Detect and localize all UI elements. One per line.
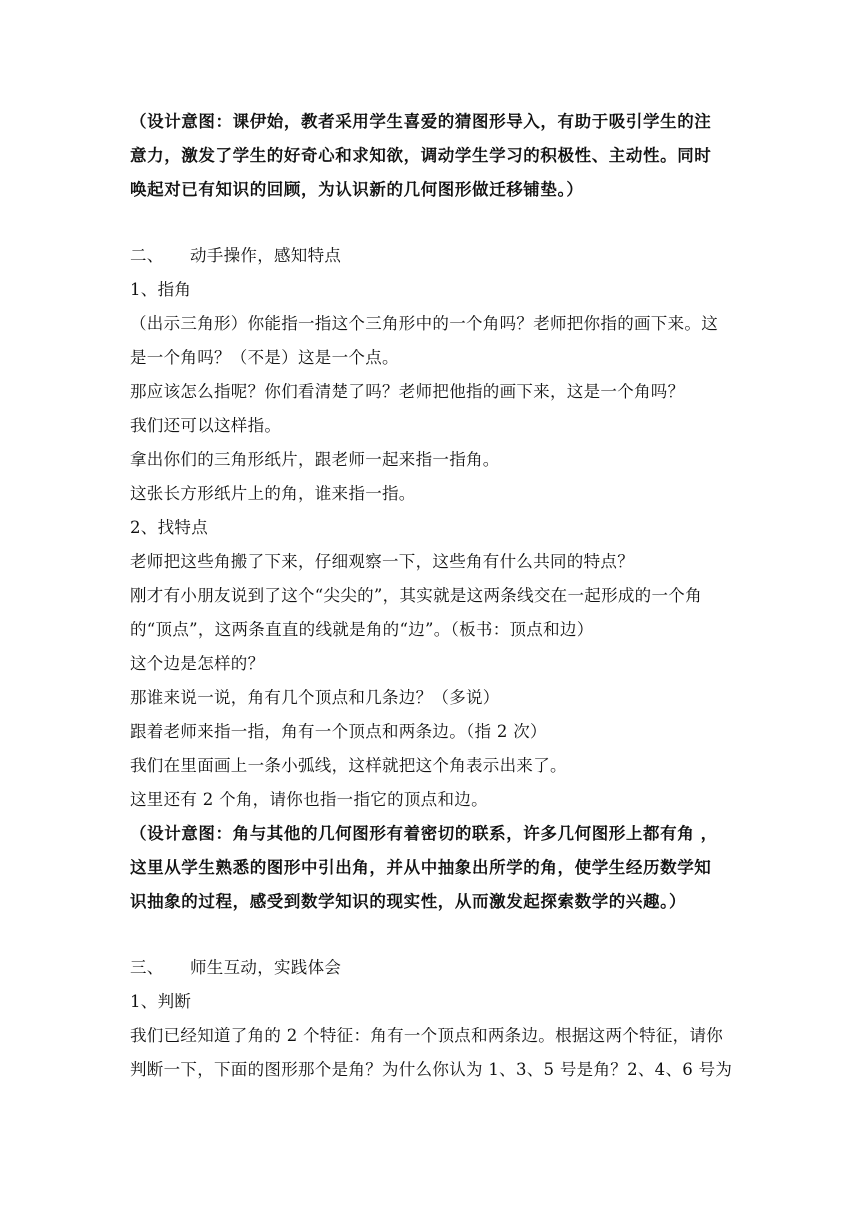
paragraph-line: 那应该怎么指呢？你们看清楚了吗？老师把他指的画下来，这是一个角吗？	[130, 382, 685, 401]
subsection-title: 1、指角	[130, 280, 192, 299]
paragraph-line: 我们在里面画上一条小弧线，这样就把这个角表示出来了。	[130, 756, 567, 775]
paragraph-line: 这个边是怎样的？	[130, 654, 265, 673]
section-3-title: 师生互动，实践体会	[190, 958, 342, 977]
subsection-title: 1、判断	[130, 992, 192, 1011]
section-2-number: 二、	[130, 246, 164, 265]
design-note-2-line: 这里从学生熟悉的图形中引出角，并从中抽象出所学的角，使学生经历数学知	[130, 858, 712, 877]
subsection-title: 2、找特点	[130, 518, 208, 537]
section-2-heading	[130, 245, 750, 267]
paragraph-line: 那谁来说一说，角有几个顶点和几条边？（多说）	[130, 688, 500, 707]
section-3-number: 三、	[130, 958, 164, 977]
paragraph-line: 老师把这些角搬了下来，仔细观察一下，这些角有什么共同的特点？	[130, 552, 634, 571]
paragraph-line: 跟着老师来指一指，角有一个顶点和两条边。（指 2 次）	[130, 722, 547, 741]
paragraph-line: （出示三角形）你能指一指这个三角形中的一个角吗？老师把你指的画下来。这	[130, 314, 718, 333]
paragraph-line: 这里还有 2 个角，请你也指一指它的顶点和边。	[130, 790, 488, 809]
paragraph-line: 我们还可以这样指。	[130, 416, 282, 435]
paragraph-line: 刚才有小朋友说到了这个“尖尖的”，其实就是这两条线交在一起形成的一个角	[130, 586, 702, 605]
paragraph-line: 是一个角吗？（不是）这是一个点。	[130, 348, 399, 367]
design-note-2-line: 识抽象的过程，感受到数学知识的现实性，从而激发起探索数学的兴趣。）	[130, 892, 687, 911]
paragraph-line: 拿出你们的三角形纸片，跟老师一起来指一指角。	[130, 450, 500, 469]
design-note-1-line: 意力，激发了学生的好奇心和求知欲，调动学生学习的积极性、主动性。同时	[130, 146, 712, 165]
design-note-2-line: （设计意图：角与其他的几何图形有着密切的联系，许多几何图形上都有角 ，	[130, 824, 718, 843]
paragraph-line: 的“顶点”，这两条直直的线就是角的“边”。（板书：顶点和边）	[130, 620, 594, 639]
design-note-1-line: 唤起对已有知识的回顾，为认识新的几何图形做迁移铺垫。）	[130, 180, 584, 199]
section-3-heading	[130, 957, 750, 979]
design-note-1-line: （设计意图：课伊始，教者采用学生喜爱的猜图形导入，有助于吸引学生的注	[130, 112, 712, 131]
paragraph-line: 我们已经知道了角的 2 个特征：角有一个顶点和两条边。根据这两个特征，请你	[130, 1026, 724, 1045]
section-2-title: 动手操作，感知特点	[190, 246, 342, 265]
paragraph-line: 这张长方形纸片上的角，谁来指一指。	[130, 484, 416, 503]
paragraph-line: 判断一下，下面的图形那个是角？为什么你认为 1、3、5 号是角？2、4、6 号为	[130, 1060, 733, 1079]
